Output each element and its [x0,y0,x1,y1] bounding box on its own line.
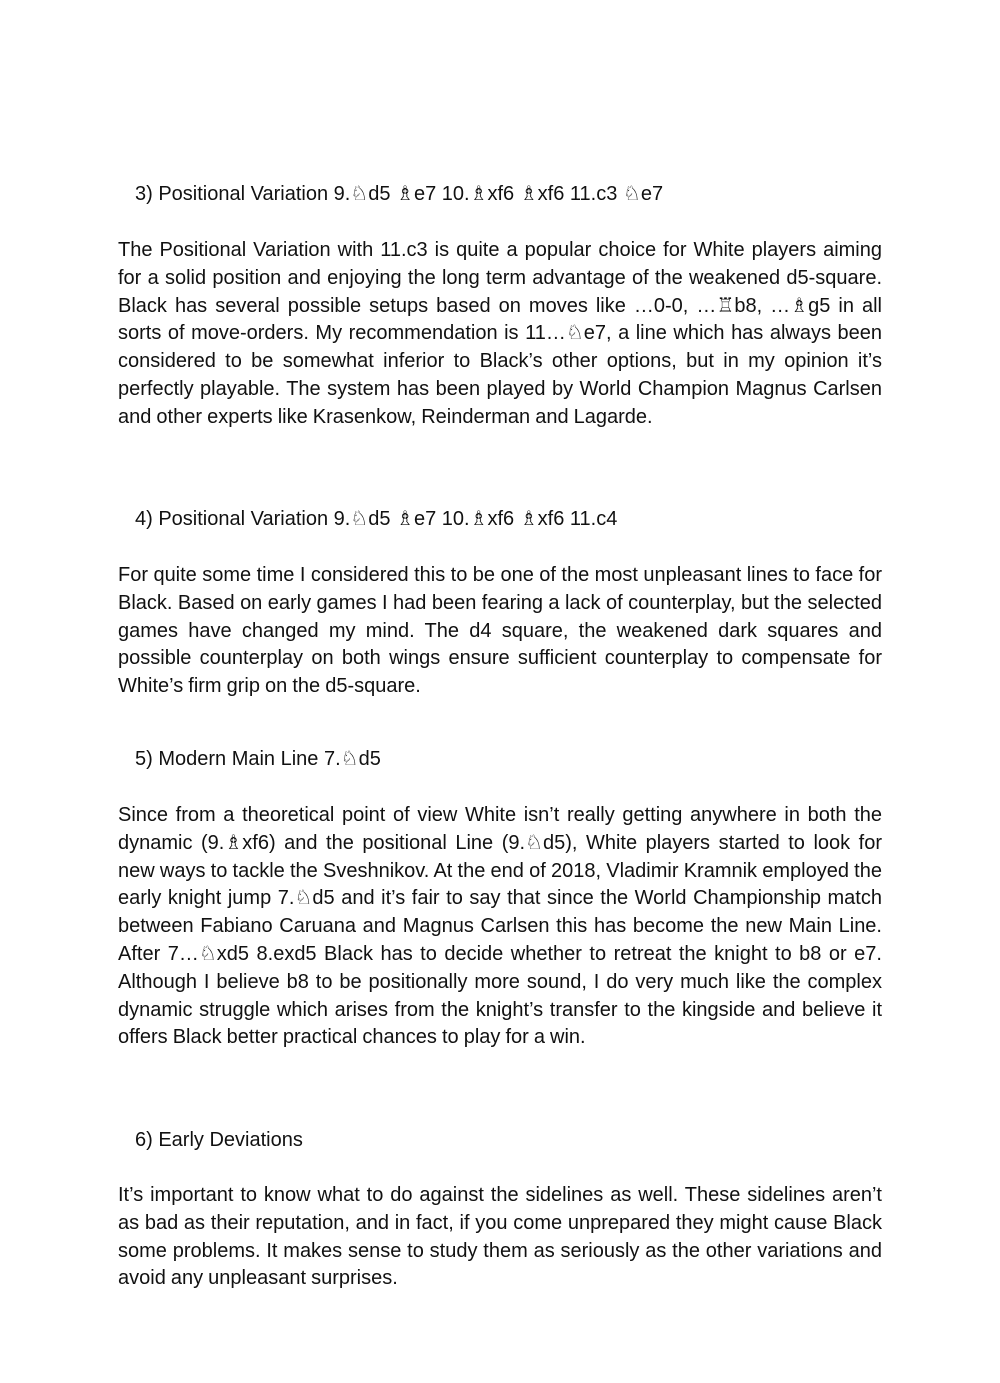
section-heading-early-deviations: 6) Early Deviations [135,1129,303,1151]
section-paragraph-positional-variation-11-c3: The Positional Variation with 11.c3 is quite a popular choice for White players aiming for a solid position and enjoying the long term advantage of the weakened d5-square. Black has several possible setups based on moves like …0-0, …♖b8, …♗g5 in all sorts of move-orders. My recommendation is 11…♘e7, a line which has always been considered to be somewhat inferior to Black’s other options, but in my opinion it’s perfectly playable. The system has been played by World Champion Magnus Carlsen and other experts like Krasenkow, Reinderman and Lagarde. [118,239,882,428]
section-paragraph-positional-variation-11-c4: For quite some time I considered this to be one of the most unpleasant lines to face for Black. Based on early games I had been fearing a lack of counterplay, but the selected games have changed my mind. The d4 square, the weakened dark squares and possible counterplay on both wings ensure sufficient counterplay to compensate for White’s firm grip on the d5-square. [118,564,882,698]
section-heading-modern-main-line: 5) Modern Main Line 7.♘d5 [135,748,381,770]
section-heading-positional-variation-11-c3: 3) Positional Variation 9.♘d5 ♗e7 10.♗xf6 ♗xf6 11.c3 ♘e7 [135,183,664,205]
section-paragraph-modern-main-line: Since from a theoretical point of view White isn’t really getting anywhere in both the dynamic (9.♗xf6) and the positional Line (9.♘d5), White players started to look for new ways to tackle the Sveshnikov. At the end of 2018, Vladimir Kramnik employed the early knight jump 7.♘d5 and it’s fair to say that since the World Championship match between Fabiano Caruana and Magnus Carlsen this has become the new Main Line. After 7…♘xd5 8.exd5 Black has to decide whether to retreat the knight to b8 or e7. Although I believe b8 to be positionally more sound, I do very much like the complex dynamic struggle which arises from the knight’s transfer to the kingside and believe it offers Black better practical chances to play for a win. [118,804,882,1049]
section-paragraph-early-deviations: It’s important to know what to do against the sidelines as well. These sidelines aren’t as bad as their reputation, and in fact, if you come unprepared they might cause Black some problems. It makes sense to study them as seriously as the other variations and avoid any unpleasant surprises. [118,1184,882,1290]
section-heading-positional-variation-11-c4: 4) Positional Variation 9.♘d5 ♗e7 10.♗xf6 ♗xf6 11.c4 [135,508,618,530]
